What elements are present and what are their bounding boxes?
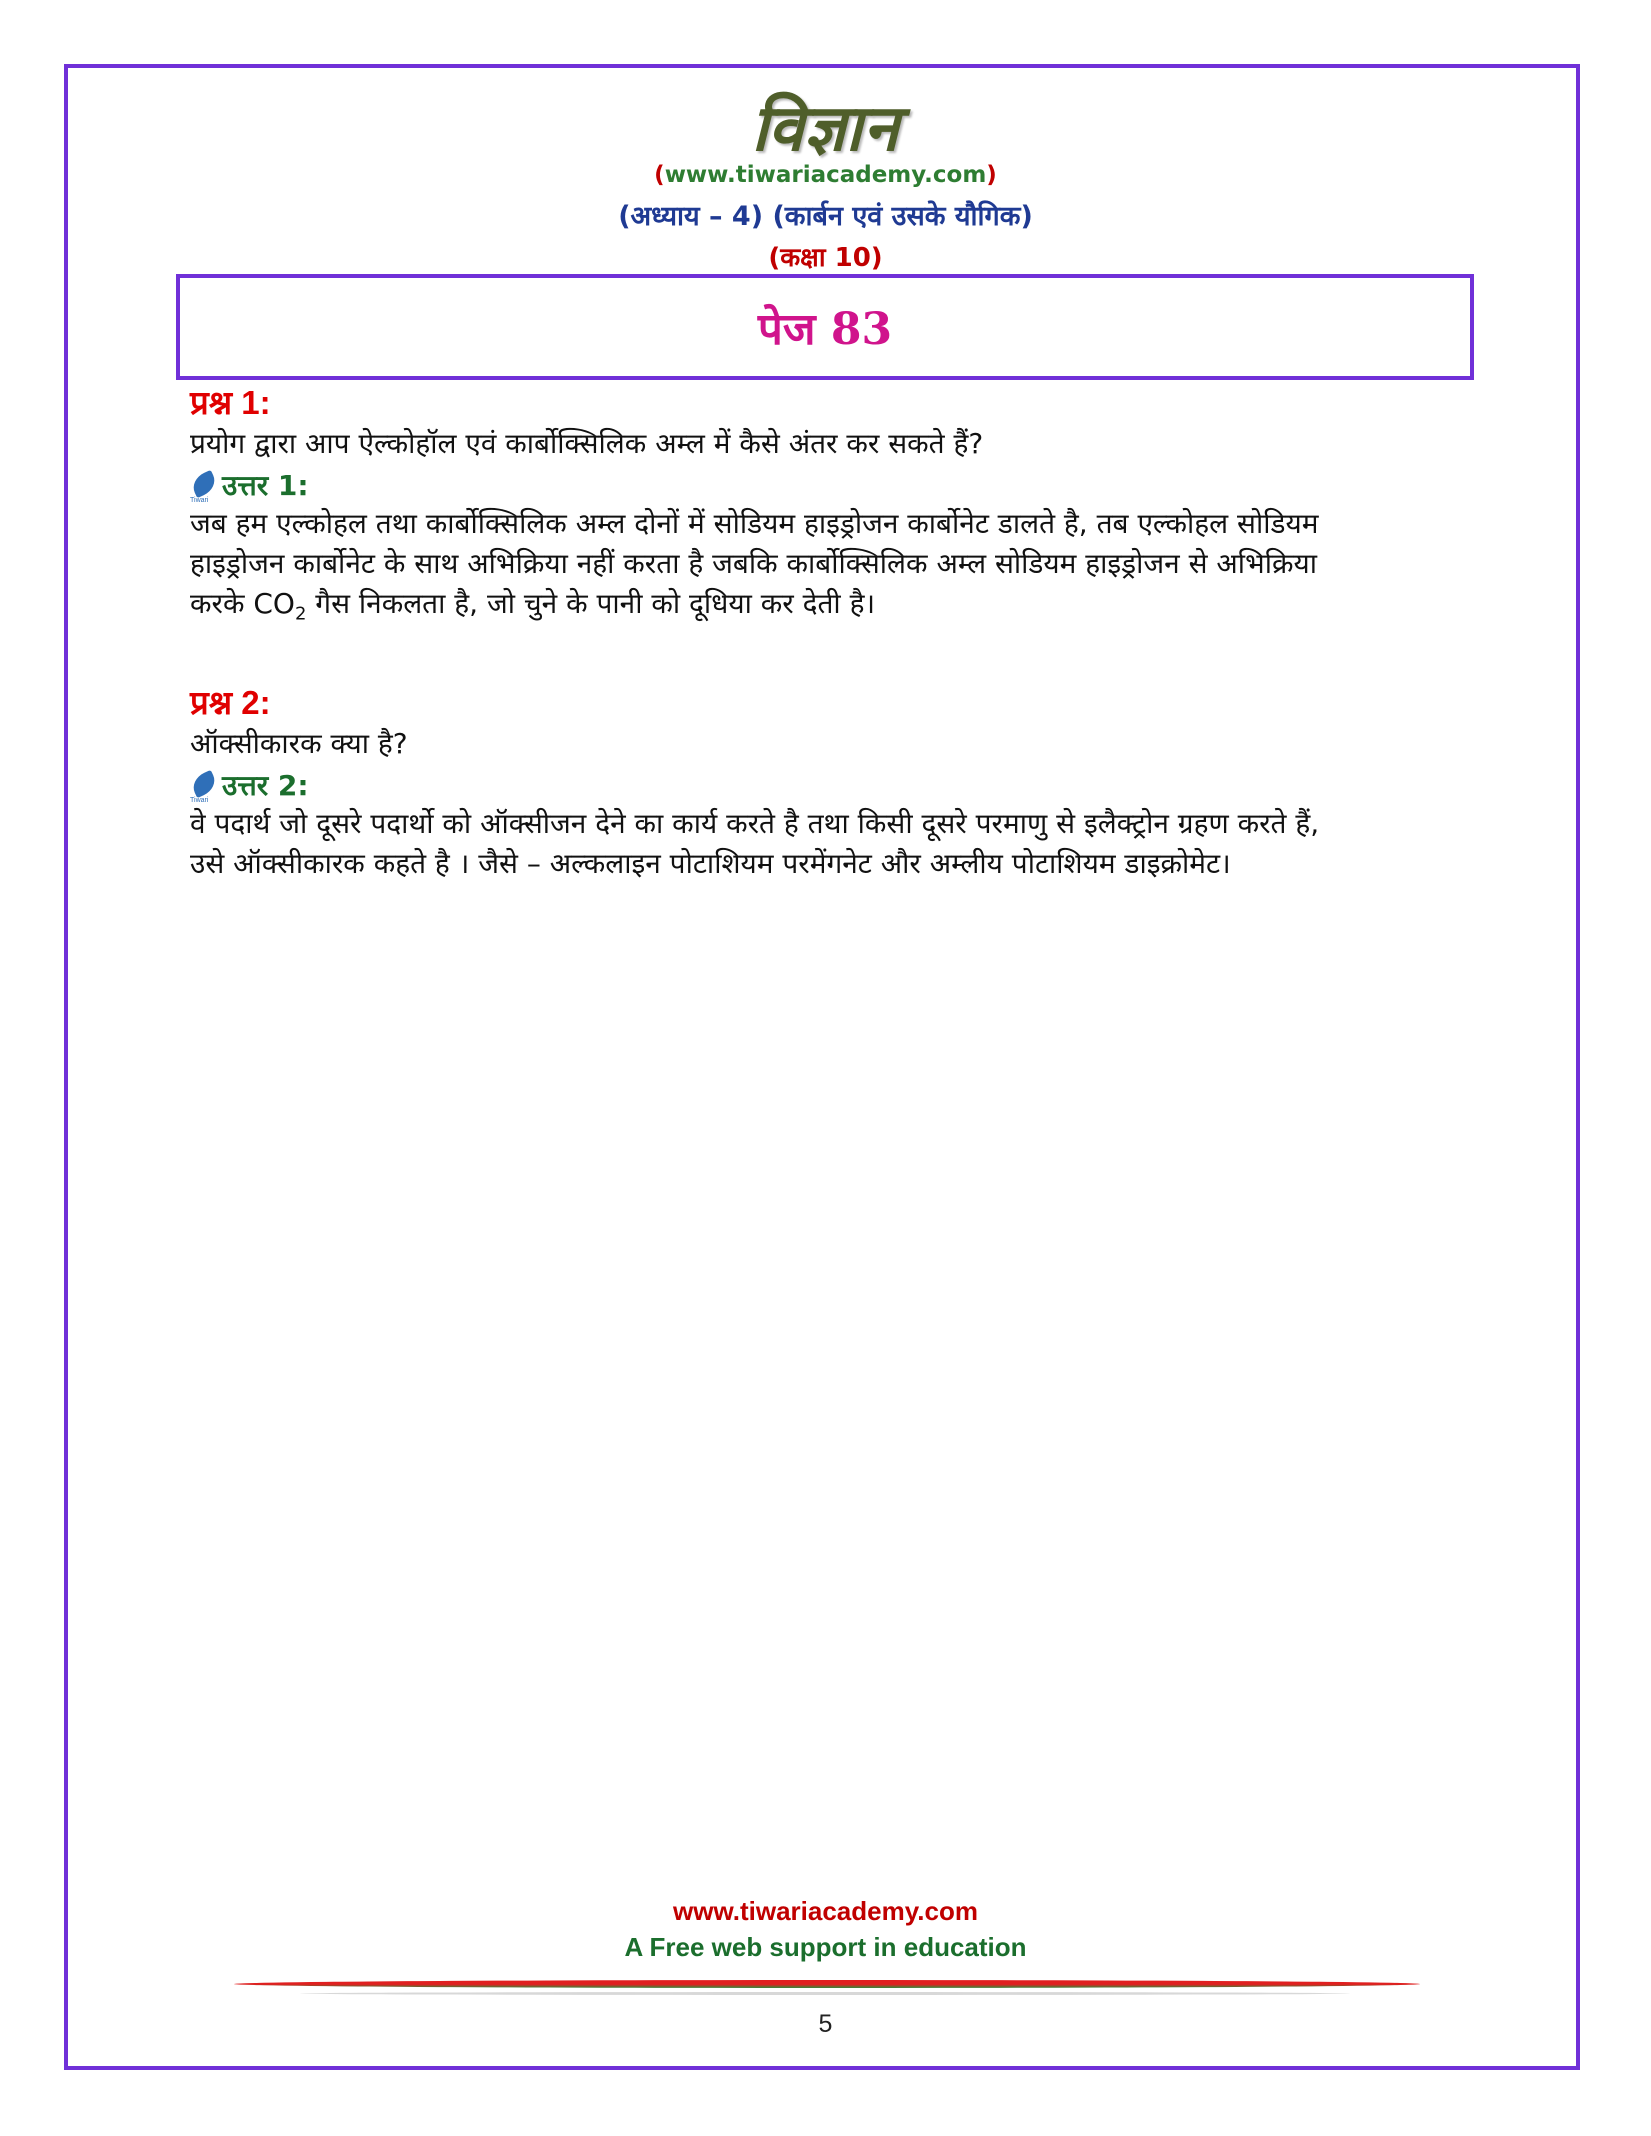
answer-line: हाइड्रोजन कार्बोनेट के साथ अभिक्रिया नहीं करता है जबकि कार्बोक्सिलिक अम्ल सोडियम हाइड्रोजन से अभिक्रिया [190,547,1317,580]
question-label: प्रश्न 2: [190,684,271,721]
subject-title: विज्ञान [751,92,900,166]
header-website [0,162,1651,188]
footer-divider-shadow [300,1992,1350,1995]
answer-label: उत्तर 1: [222,469,309,502]
page-number: 5 [818,2010,833,2038]
answer-line: जब हम एल्कोहल तथा कार्बोक्सिलिक अम्ल दोनों में सोडियम हाइड्रोजन कार्बोनेट डालते है, तब एल्कोहल सोडियम [190,507,1319,540]
question-label: प्रश्न 1: [190,384,271,421]
class-label: (कक्षा 10) [768,243,883,273]
page-box [176,274,1474,380]
answer-text-before-sub: करके CO [190,587,295,620]
page-title: पेज 83 [757,304,893,355]
footer-tagline: A Free web support in education [624,1932,1027,1962]
logo-text: Tiwari [190,497,209,504]
leaf-shape [189,470,219,498]
answer-line: उसे ऑक्सीकारक कहते है । जैसे – अल्कलाइन पोटाशियम परमेंगनेट और अम्लीय पोटाशियम डाइक्रोमेट। [190,847,1231,880]
header-website-link[interactable]: www.tiwariacademy.com [664,162,987,188]
tiwari-leaf-icon [190,472,220,504]
question-text: ऑक्सीकारक क्या है? [190,727,408,760]
chapter-title: (अध्याय – 4) (कार्बन एवं उसके यौगिक) [618,201,1033,232]
footer-website-link[interactable]: www.tiwariacademy.com [673,1896,978,1926]
answer-text-after-sub: गैस निकलता है, जो चुने के पानी को दूधिया कर देती है। [306,587,876,620]
answer-label-row [190,766,1480,804]
footer-divider [234,1980,1420,1988]
answer-label: उत्तर 2: [222,769,309,802]
header-website-close: ) [986,162,997,188]
answer-line [190,584,1480,635]
co2-subscript: 2 [294,603,307,625]
tiwari-leaf-icon [190,772,220,804]
answer-label-row [190,466,1480,504]
header-website-open: ( [654,162,665,188]
question-block-2 [190,682,1480,884]
answer-line: वे पदार्थ जो दूसरे पदार्थो को ऑक्सीजन देने का कार्य करते है तथा किसी दूसरे परमाणु से इलैक्ट्रोन ग्रहण करते हैं, [190,807,1320,840]
logo-text: Tiwari [190,797,209,804]
leaf-shape [189,770,219,798]
question-text: प्रयोग द्वारा आप ऐल्कोहॉल एवं कार्बोक्सिलिक अम्ल में कैसे अंतर कर सकते हैं? [190,427,984,460]
question-block-1 [190,382,1480,635]
